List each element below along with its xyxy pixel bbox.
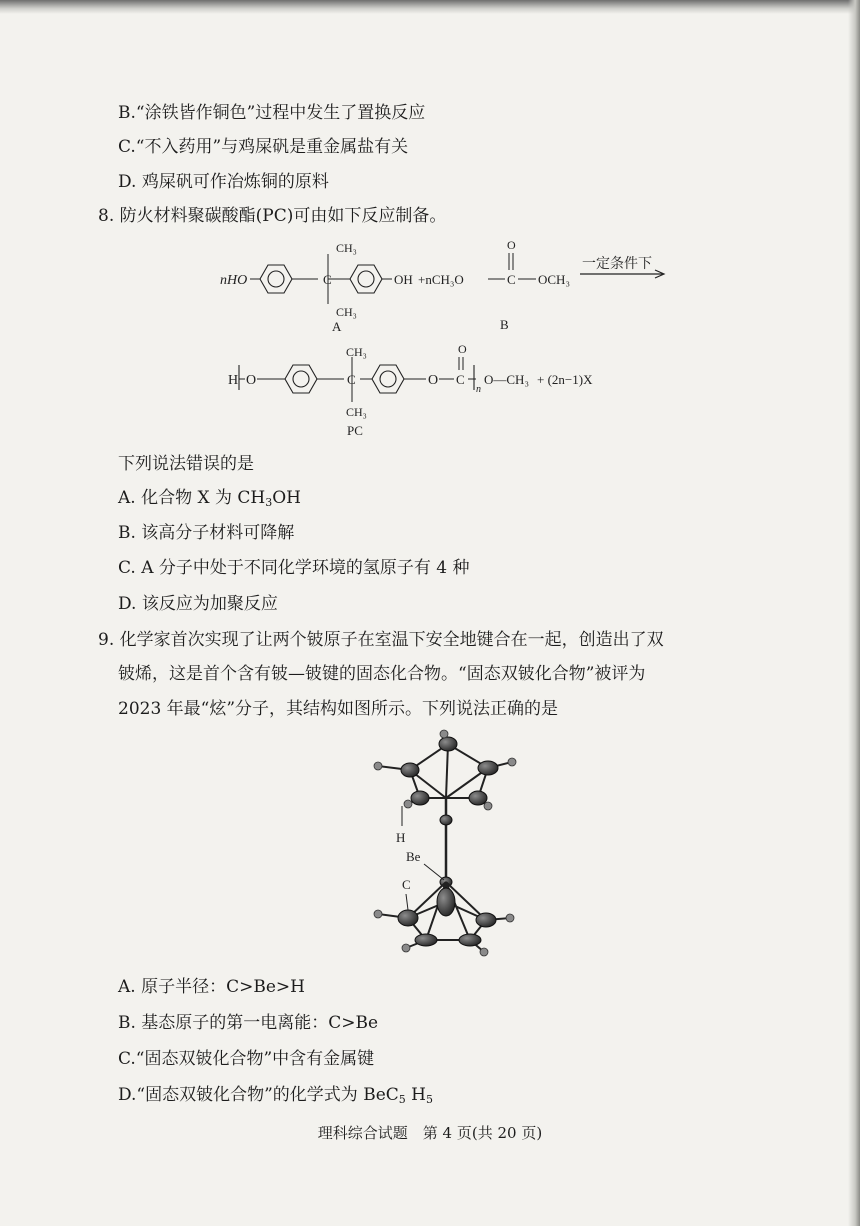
q9-option-b: B. 基态原子的第一电离能：C>Be: [118, 1013, 379, 1033]
reactant-b-c: C: [507, 272, 516, 287]
figure-label-c: C: [402, 877, 411, 892]
q7-option-d: D. 鸡屎矾可作冶炼铜的原料: [118, 172, 329, 192]
q9-stem-line2: 铍烯，这是首个含有铍—铍键的固态化合物。“固态双铍化合物”被评为: [118, 664, 646, 684]
product-tail: O—CH₃: [484, 372, 529, 387]
q9-option-a: A. 原子半径：C>Be>H: [118, 977, 305, 997]
byproduct: + (2n−1)X: [537, 372, 593, 387]
q8-stem: 8. 防火材料聚碳酸酯(PC)可由如下反应制备。: [98, 206, 447, 226]
scan-right-edge: [848, 0, 860, 1226]
benzene-ring-a1: [260, 265, 292, 293]
reactant-b-prefix: +nCH₃O: [418, 272, 464, 287]
product-o1: O: [246, 373, 257, 388]
q8-option-d: D. 该反应为加聚反应: [118, 594, 278, 614]
product-ch3-bottom: CH₃: [346, 405, 367, 419]
lower-cp-atoms: [398, 888, 496, 946]
q8-option-c: C. A 分子中处于不同化学环境的氢原子有 4 种: [118, 558, 470, 578]
page-footer: 理科综合试题 第 4 页(共 20 页): [317, 1124, 543, 1142]
benzene-ring-p1: [285, 365, 317, 393]
q8-option-a: A. 化合物 X 为 $CH_3OH$: [118, 488, 301, 509]
product-o2: O: [428, 373, 439, 388]
q8-prompt: 下列说法错误的是: [118, 454, 254, 474]
q8-option-b: B. 该高分子材料可降解: [118, 523, 295, 543]
reactant-a-oh: OH: [394, 272, 413, 287]
reaction-condition: 一定条件下: [582, 257, 652, 272]
product-carbonyl-c: C: [456, 372, 465, 387]
reactant-a-center-c: C: [323, 272, 332, 287]
reactant-a-ch3-top: CH₃: [336, 241, 357, 255]
reactant-a-ch3-bottom: CH₃: [336, 305, 357, 319]
reactant-a-prefix: nHO: [220, 273, 248, 288]
q8-reaction-scheme: [200, 232, 680, 452]
figure-label-be: Be: [406, 849, 421, 864]
benzene-ring-a2: [350, 265, 382, 293]
product-center-c: C: [347, 372, 356, 387]
label-a: A: [332, 319, 342, 334]
q9-stem-line1: 9. 化学家首次实现了让两个铍原子在室温下安全地键合在一起，创造出了双: [98, 630, 664, 650]
figure-label-h: H: [396, 830, 406, 845]
q7-option-b: B.“涂铁皆作铜色”过程中发生了置换反应: [118, 103, 426, 123]
reactant-b-carbonyl-o: O: [507, 238, 516, 252]
q9-option-d: D.“固态双铍化合物”的化学式为 BeC$_5$ $H_5$: [118, 1085, 434, 1106]
q9-stem-line3: 2023 年最“炫”分子，其结构如图所示。下列说法正确的是: [118, 699, 559, 719]
reactant-b-och3: OCH₃: [538, 272, 570, 287]
scan-top-edge: [0, 0, 860, 14]
product-carbonyl-o: O: [458, 342, 467, 356]
q9-molecule-structure-figure: [360, 730, 530, 965]
product-n: n: [476, 384, 481, 395]
q7-option-c: C.“不入药用”与鸡屎矾是重金属盐有关: [118, 137, 409, 157]
label-pc: PC: [347, 423, 363, 438]
q9-option-c: C.“固态双铍化合物”中含有金属键: [118, 1049, 375, 1069]
be-atom-upper: [440, 815, 452, 825]
product-ch3-top: CH₃: [346, 345, 367, 359]
product-h: H: [228, 373, 239, 388]
benzene-ring-p2: [372, 365, 404, 393]
label-b: B: [500, 317, 509, 332]
